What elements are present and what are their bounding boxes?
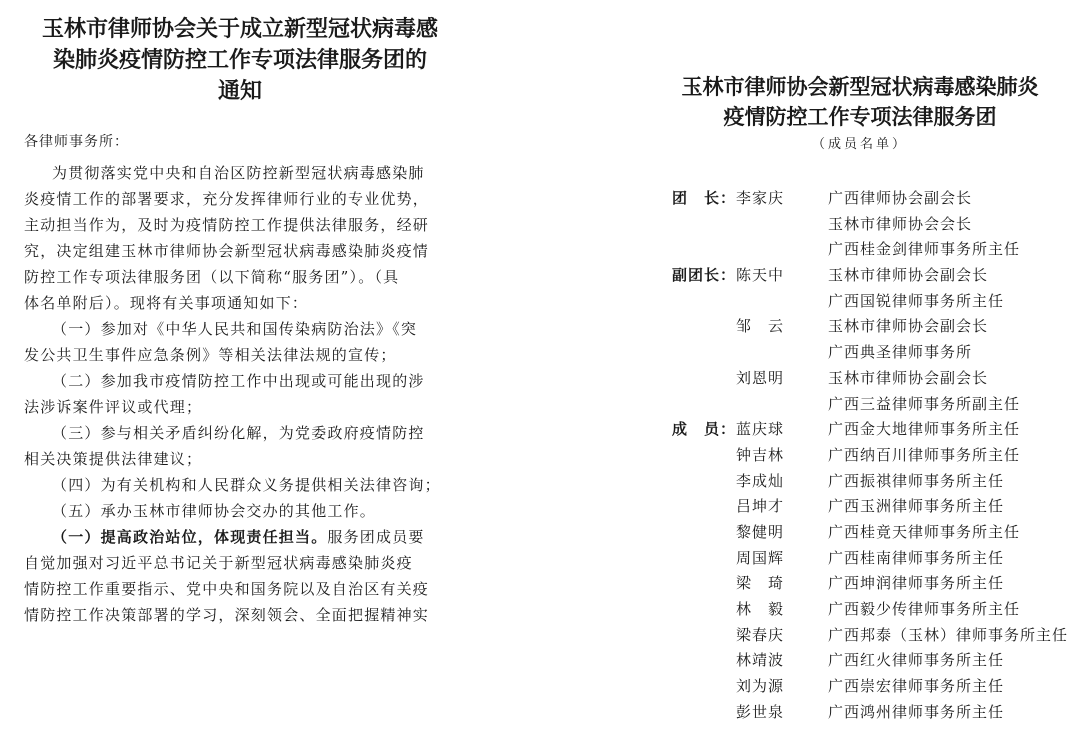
- member-affiliation: 广西律师协会副会长: [828, 189, 973, 207]
- roster-row: [640, 494, 1080, 520]
- notice-line-text: 相关决策提供法律建议；: [24, 450, 203, 468]
- member-affiliation: 玉林市律师协会会长: [828, 214, 973, 233]
- notice-line-text: 主动担当作为，及时为疫情防控工作提供法律服务，经研: [24, 216, 430, 234]
- roster-subtitle: （成员名单）: [811, 137, 908, 152]
- member-affiliation: 广西邦泰（玉林）律师事务所主任: [828, 625, 1069, 644]
- member-affiliation: 广西金大地律师事务所主任: [828, 420, 1021, 439]
- roster-row: [640, 314, 1080, 340]
- notice-line: [24, 160, 464, 186]
- notice-line: [24, 186, 464, 212]
- notice-line-text: （三）参与相关矛盾纠纷化解，为党委政府疫情防控: [52, 424, 425, 442]
- member-affiliation: 广西坤润律师事务所主任: [828, 574, 1005, 593]
- roster-list: [640, 186, 1080, 725]
- notice-line: [24, 238, 464, 264]
- roster-page: [640, 0, 1080, 743]
- notice-line: [24, 576, 464, 602]
- member-name: 邹 云: [736, 317, 785, 336]
- salutation: 各律师事务所：: [24, 134, 129, 150]
- notice-line-text: 为贯彻落实党中央和自治区防控新型冠状病毒感染肺: [52, 164, 425, 182]
- member-role: 团 长：: [672, 189, 737, 207]
- roster-title: [640, 72, 1080, 132]
- notice-title-line: 通知: [217, 79, 262, 104]
- roster-row: [640, 469, 1080, 495]
- member-affiliation: 广西桂南律师事务所主任: [828, 548, 1005, 567]
- member-name: 黎健明: [736, 522, 785, 541]
- member-name: 梁春庆: [736, 625, 785, 644]
- notice-line-text: 发公共卫生事件应急条例》等相关法律法规的宣传；: [24, 346, 397, 364]
- roster-row: [640, 212, 1080, 238]
- member-name: 刘为源: [736, 677, 785, 696]
- roster-row: [640, 237, 1080, 263]
- notice-line-text: 服务团成员要: [327, 528, 425, 546]
- member-affiliation: 广西纳百川律师事务所主任: [828, 445, 1021, 464]
- roster-row: [640, 263, 1080, 289]
- member-role: 成 员：: [672, 420, 737, 439]
- roster-title-line: 玉林市律师协会新型冠状病毒感染肺炎: [681, 75, 1039, 99]
- notice-line: [24, 550, 464, 576]
- roster-title-line: 疫情防控工作专项法律服务团: [723, 105, 997, 129]
- notice-line: [24, 316, 464, 342]
- member-affiliation: 广西桂金剑律师事务所主任: [828, 240, 1021, 259]
- bold-heading: （一）提高政治站位，体现责任担当。: [52, 528, 328, 546]
- notice-body: [24, 160, 464, 628]
- roster-row: [640, 674, 1080, 700]
- member-name: 林靖波: [736, 651, 785, 670]
- member-name: 刘恩明: [736, 368, 785, 387]
- notice-line: [24, 472, 464, 498]
- member-name: 林 毅: [736, 600, 785, 618]
- notice-title: [10, 14, 470, 107]
- member-name: 周国辉: [736, 548, 785, 567]
- member-affiliation: 玉林市律师协会副会长: [828, 266, 989, 285]
- notice-title-line: 玉林市律师协会关于成立新型冠状病毒感: [41, 17, 438, 42]
- notice-line-text: 体名单附后）。现将有关事项通知如下：: [24, 294, 309, 312]
- member-role: 副团长：: [672, 266, 737, 285]
- roster-row: [640, 520, 1080, 546]
- member-affiliation: 广西红火律师事务所主任: [828, 651, 1005, 670]
- roster-row: [640, 366, 1080, 392]
- notice-line-text: 情防控工作重要指示、党中央和国务院以及自治区有关疫: [24, 580, 430, 598]
- notice-line-text: （四）为有关机构和人民群众义务提供相关法律咨询；: [52, 476, 441, 494]
- member-affiliation: 广西典圣律师事务所: [828, 343, 973, 362]
- member-name: 李成灿: [736, 471, 785, 490]
- member-affiliation: 广西振祺律师事务所主任: [828, 471, 1005, 490]
- member-name: 吕坤才: [736, 497, 785, 516]
- notice-line-text: 自觉加强对习近平总书记关于新型冠状病毒感染肺炎疫: [24, 554, 413, 572]
- roster-row: [640, 700, 1080, 726]
- roster-row: [640, 186, 1080, 212]
- roster-row: [640, 417, 1080, 443]
- notice-line: [24, 602, 464, 628]
- notice-line-text: 法涉诉案件评议或代理；: [24, 398, 203, 416]
- roster-row: [640, 597, 1080, 623]
- notice-line: [24, 290, 464, 316]
- member-name: 彭世泉: [736, 702, 785, 721]
- member-affiliation: 广西三益律师事务所副主任: [828, 394, 1021, 413]
- member-name: 陈天中: [736, 266, 785, 285]
- notice-line: [24, 342, 464, 368]
- notice-line: [24, 368, 464, 394]
- notice-line: [24, 264, 464, 290]
- member-name: 梁 琦: [736, 574, 785, 593]
- notice-line-text: 防控工作专项法律服务团（以下简称“服务团”）。（具: [24, 268, 400, 286]
- notice-line: [24, 524, 464, 550]
- member-affiliation: 广西毅少传律师事务所主任: [828, 600, 1021, 618]
- roster-row: [640, 546, 1080, 572]
- roster-row: [640, 648, 1080, 674]
- roster-row: [640, 571, 1080, 597]
- member-affiliation: 广西国锐律师事务所主任: [828, 291, 1005, 310]
- member-affiliation: 广西崇宏律师事务所主任: [828, 677, 1005, 696]
- roster-row: [640, 623, 1080, 649]
- notice-line-text: 炎疫情工作的部署要求，充分发挥律师行业的专业优势，: [24, 190, 430, 208]
- roster-row: [640, 392, 1080, 418]
- notice-line: [24, 498, 464, 524]
- notice-line-text: （五）承办玉林市律师协会交办的其他工作。: [52, 502, 377, 520]
- notice-line-text: （二）参加我市疫情防控工作中出现或可能出现的涉: [52, 372, 425, 390]
- notice-line: [24, 420, 464, 446]
- member-name: 李家庆: [736, 189, 785, 207]
- member-affiliation: 玉林市律师协会副会长: [828, 317, 989, 336]
- notice-line: [24, 394, 464, 420]
- member-affiliation: 广西桂竟天律师事务所主任: [828, 522, 1021, 541]
- notice-line: [24, 212, 464, 238]
- notice-page: [0, 0, 470, 743]
- notice-line-text: 情防控工作决策部署的学习，深刻领会、全面把握精神实: [24, 606, 430, 624]
- notice-line-text: （一）参加对《中华人民共和国传染病防治法》《突: [52, 320, 418, 338]
- roster-row: [640, 340, 1080, 366]
- roster-row: [640, 289, 1080, 315]
- member-name: 钟吉林: [736, 445, 785, 464]
- notice-line-text: 究，决定组建玉林市律师协会新型冠状病毒感染肺炎疫情: [24, 242, 430, 260]
- member-affiliation: 玉林市律师协会副会长: [828, 368, 989, 387]
- member-affiliation: 广西鸿州律师事务所主任: [828, 702, 1005, 721]
- notice-title-line: 染肺炎疫情防控工作专项法律服务团的: [52, 48, 427, 73]
- roster-row: [640, 443, 1080, 469]
- notice-line: [24, 446, 464, 472]
- member-affiliation: 广西玉洲律师事务所主任: [828, 497, 1005, 516]
- member-name: 蓝庆球: [736, 420, 785, 439]
